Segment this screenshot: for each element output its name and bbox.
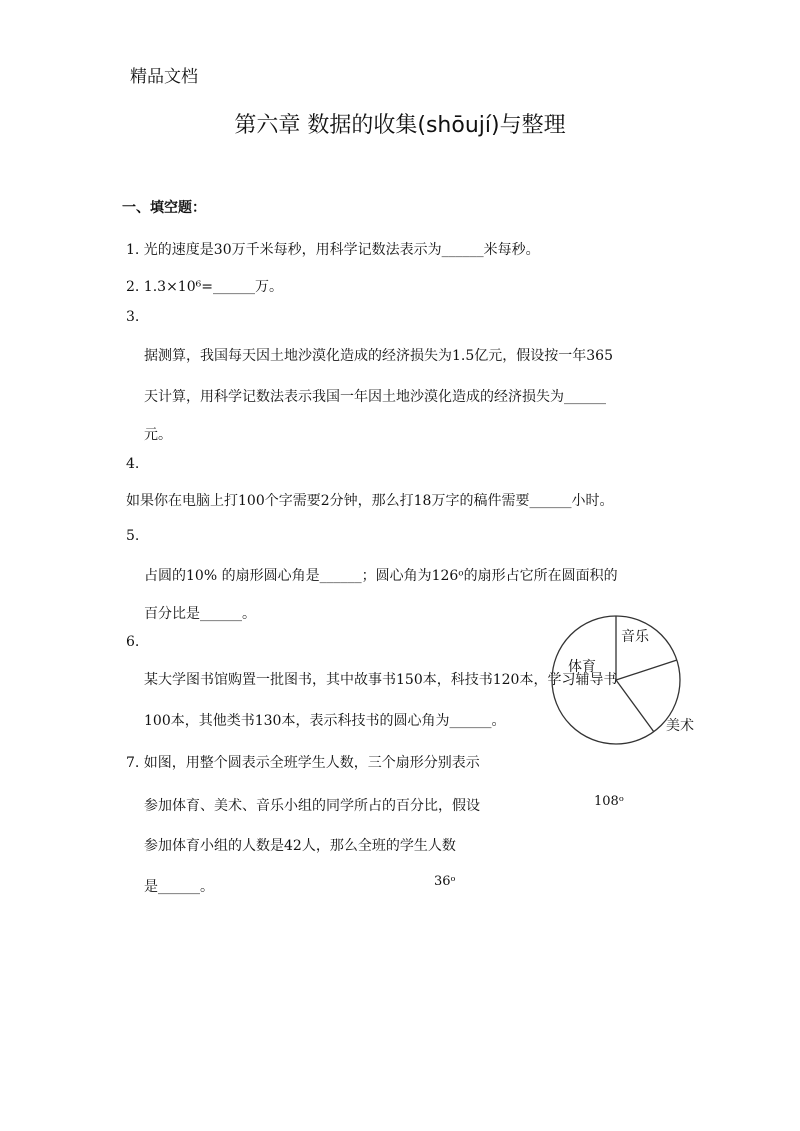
pie-divider-lower xyxy=(616,680,654,732)
angle-label-music: 108ᵒ xyxy=(594,794,624,809)
pie-chart-figure xyxy=(548,612,694,748)
section-heading: 一、填空题： xyxy=(122,200,206,216)
pie-divider-right xyxy=(616,660,677,680)
question-4-number: 4. xyxy=(126,456,140,472)
question-3-line-3: 元。 xyxy=(144,427,172,443)
page-header: 精品文档 xyxy=(130,67,198,87)
pie-label-art: 美术 xyxy=(666,718,694,734)
question-4-line-1: 如果你在电脑上打100个字需要2分钟，那么打18万字的稿件需要______小时。 xyxy=(126,493,614,509)
pie-chart-svg xyxy=(548,612,694,748)
pie-label-sports: 体育 xyxy=(568,659,596,675)
question-6-line-1: 某大学图书馆购置一批图书，其中故事书150本，科技书120本，学习辅导书 xyxy=(144,672,618,688)
question-1: 1. 光的速度是30万千米每秒，用科学记数法表示为______米每秒。 xyxy=(126,242,540,258)
question-2: 2. 1.3×10⁶=______万。 xyxy=(126,279,283,295)
pie-label-music: 音乐 xyxy=(621,629,649,645)
question-6-line-2: 100本，其他类书130本，表示科技书的圆心角为______。 xyxy=(144,713,506,729)
question-3-line-1: 据测算，我国每天因土地沙漠化造成的经济损失为1.5亿元，假设按一年365 xyxy=(144,348,613,364)
question-3-line-2: 天计算，用科学记数法表示我国一年因土地沙漠化造成的经济损失为______ xyxy=(144,389,606,405)
question-5-line-1: 占圆的10% 的扇形圆心角是______；圆心角为126ᵒ的扇形占它所在圆面积的 xyxy=(144,568,618,584)
question-5-line-2: 百分比是______。 xyxy=(144,606,256,622)
chapter-title: 第六章 数据的收集(shōují)与整理 xyxy=(234,113,566,138)
question-7-line-2: 参加体育、美术、音乐小组的同学所占的百分比，假设 xyxy=(144,798,480,814)
angle-label-art: 36ᵒ xyxy=(434,874,456,889)
question-6-number: 6. xyxy=(126,634,140,650)
question-7-line-1: 7. 如图，用整个圆表示全班学生人数，三个扇形分别表示 xyxy=(126,755,480,771)
question-7-line-4: 是______。 xyxy=(144,879,214,895)
question-7-line-3: 参加体育小组的人数是42人，那么全班的学生人数 xyxy=(144,838,456,854)
question-3-number: 3. xyxy=(126,309,140,325)
question-5-number: 5. xyxy=(126,528,140,544)
